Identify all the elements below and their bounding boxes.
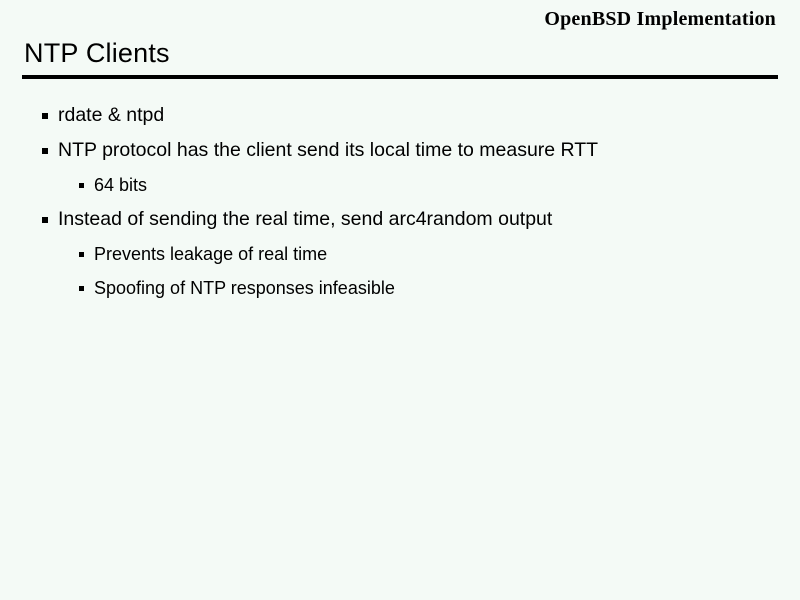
- slide-body: [40, 100, 770, 307]
- square-bullet-icon: [79, 252, 84, 257]
- list-item-label: Instead of sending the real time, send arc4random output: [58, 208, 553, 230]
- list-item: [76, 170, 770, 200]
- square-bullet-icon: [42, 148, 48, 154]
- slide-header-label: OpenBSD Implementation: [544, 8, 776, 30]
- square-bullet-icon: [42, 217, 48, 223]
- list-item: [76, 273, 770, 303]
- list-item-label: Spoofing of NTP responses infeasible: [94, 278, 395, 298]
- page-title: NTP Clients: [24, 38, 170, 68]
- list-item: [40, 135, 770, 166]
- title-divider: [22, 75, 778, 79]
- list-item: [40, 100, 770, 131]
- list-item-label: NTP protocol has the client send its local time to measure RTT: [58, 139, 599, 161]
- list-item-label: rdate & ntpd: [58, 104, 165, 126]
- square-bullet-icon: [79, 286, 84, 291]
- square-bullet-icon: [79, 183, 84, 188]
- list-item: [40, 204, 770, 235]
- square-bullet-icon: [42, 113, 48, 119]
- bullet-list: [40, 100, 770, 303]
- list-item-label: 64 bits: [94, 175, 148, 195]
- list-item-label: Prevents leakage of real time: [94, 244, 328, 264]
- list-item: [76, 239, 770, 269]
